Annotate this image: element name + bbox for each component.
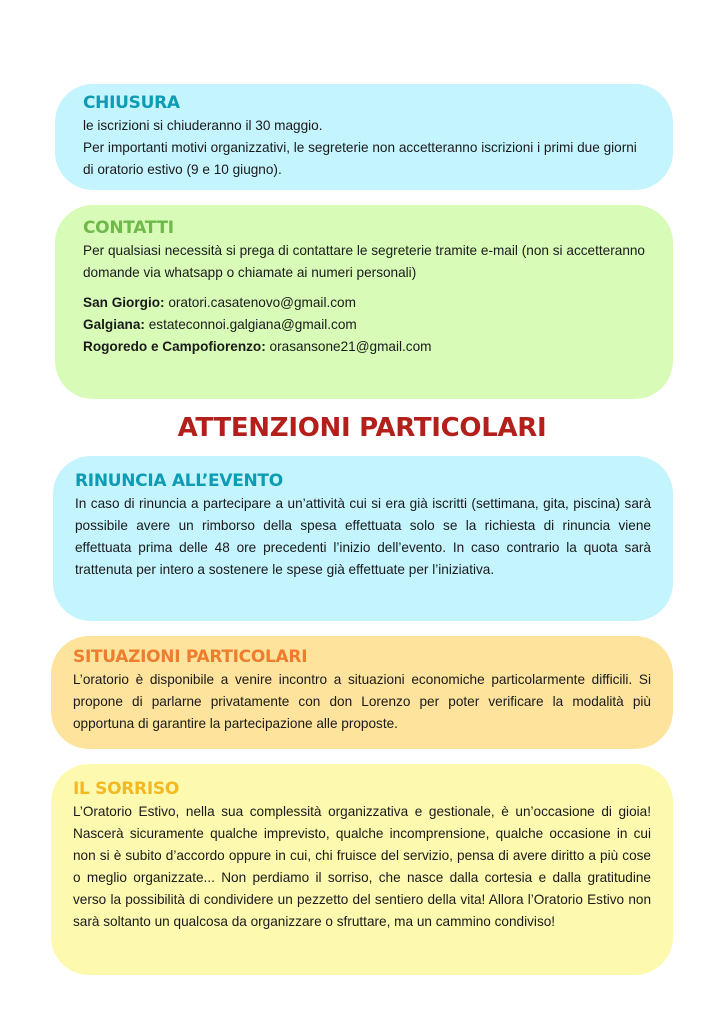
sorriso-text: L’Oratorio Estivo, nella sua complessità organizzativa e gestionale, è un’occasione di gioia! Nascerà sicuramente qualche imprevisto, qualche incomprensione, qualche occasione in cui non si è subito d’accordo oppure in cui, chi fruisce del servizio, pensa di avere diritto a più cose o meglio organizzate... Non perdiamo il sorriso, che nasce dalla cortesia e dalla gratitudine verso la possibilità di condividere un pezzetto del sentiero della vita! Allora l’Oratorio Estivo non sarà soltanto un qualcosa da organizzare o sfruttare, ma un cammino condiviso! [73, 804, 651, 929]
situazioni-text: L’oratorio è disponibile a venire incontro a situazioni economiche particolarmente difficili. Si propone di parlarne privatamente con don Lorenzo per poter verificare la modalità più opportuna di garantire la partecipazione alle proposte. [73, 672, 651, 731]
contact-email[interactable]: estateconnoi.galgiana@gmail.com [148, 317, 357, 332]
contatti-text: Per qualsiasi necessità si prega di contattare le segreterie tramite e-mail (non si accetteranno domande via whatsapp o chiamate ai numeri personali) [83, 243, 645, 280]
contact-galgiana [83, 314, 645, 336]
rinuncia-title: RINUNCIA ALL’EVENTO [75, 471, 283, 491]
rinuncia-section [53, 456, 673, 621]
situazioni-title: SITUAZIONI PARTICOLARI [73, 647, 308, 667]
contatti-title: CONTATTI [83, 218, 174, 238]
chiusura-section [55, 84, 673, 190]
contact-email[interactable]: oratori.casatenovo@gmail.com [168, 295, 356, 310]
contact-rogoredo [83, 336, 645, 358]
contact-san-giorgio [83, 292, 645, 314]
contact-label: Galgiana: [83, 317, 145, 332]
rinuncia-text: In caso di rinuncia a partecipare a un’attività cui si era già iscritti (settimana, gita, piscina) sarà possibile avere un rimborso della spesa effettuata solo se la richiesta di rinuncia viene effettuata prima delle 48 ore precedenti l’inizio dell’evento. In caso contrario la quota sarà trattenuta per intero a sostenere le spese già effettuate per l’iniziativa. [75, 496, 651, 577]
section-heading: ATTENZIONI PARTICOLARI [177, 413, 547, 443]
contatti-section [55, 205, 673, 399]
contact-label: Rogoredo e Campofiorenzo: [83, 339, 266, 354]
contact-label: San Giorgio: [83, 295, 165, 310]
chiusura-title: CHIUSURA [83, 93, 180, 113]
chiusura-line-2: Per importanti motivi organizzativi, le segreterie non accetteranno iscrizioni i primi due giorni di oratorio estivo (9 e 10 giugno). [83, 140, 637, 177]
situazioni-section [51, 636, 673, 749]
chiusura-line-1: le iscrizioni si chiuderanno il 30 maggio. [83, 118, 323, 133]
sorriso-title: IL SORRISO [73, 779, 179, 799]
contact-email[interactable]: orasansone21@gmail.com [269, 339, 432, 354]
sorriso-section [51, 764, 673, 975]
